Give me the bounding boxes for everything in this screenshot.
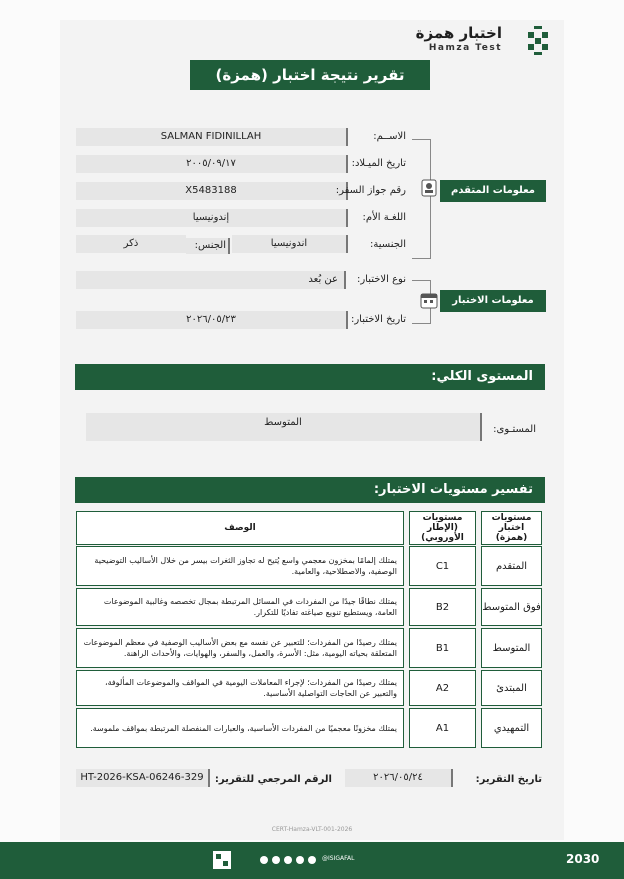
level-description: يمتلك رصيدًا من المفردات؛ لإجراء المعاملات اليومية في المواقف والموضوعات المألوفة، والتعبير عن الحاجات التواصلية الأساسية. bbox=[76, 670, 404, 706]
header-hamza: مستويات اختبار (همزة) bbox=[481, 511, 542, 545]
applicant-dob-label: تاريخ الميـلاد: bbox=[351, 158, 406, 169]
calendar-icon bbox=[419, 290, 439, 310]
brand-name-ar: اختبار همزة bbox=[415, 24, 502, 42]
overall-level-label: المستـوى: bbox=[493, 424, 536, 435]
applicant-gender-label: الجنس: bbox=[186, 238, 230, 254]
hamza-logo-icon bbox=[522, 24, 554, 58]
level-cefr: C1 bbox=[409, 546, 476, 586]
report-ref-label: الرقم المرجعي للتقرير: bbox=[214, 774, 332, 785]
level-cefr: B1 bbox=[409, 628, 476, 668]
level-description: يمتلك مخزونًا معجميًا من المفردات الأساسية، والعبارات المنفصلة المرتبطة بمواقف ملموسة. bbox=[76, 708, 404, 748]
applicant-dob-value: ٢٠٠٥/٠٩/١٧ bbox=[76, 155, 348, 173]
exam-date-label: تاريخ الاختبار: bbox=[350, 314, 406, 325]
footer-bar bbox=[0, 842, 624, 879]
level-description: يمتلك نطاقًا جيدًا من المفردات في المسائل المرتبطة بمجال تخصصه وغالبية الموضوعات العامة، ويستطيع تنويع صياغته تفاديًا للتكرار. bbox=[76, 588, 404, 626]
applicant-bracket bbox=[412, 139, 431, 259]
applicant-name-value: SALMAN FIDINILLAH bbox=[76, 128, 348, 146]
report-date-value: ٢٠٢٦/٠٥/٢٤ bbox=[345, 769, 453, 787]
header-desc: الوصف bbox=[76, 511, 404, 545]
level-description: يمتلك رصيدًا من المفردات؛ للتعبير عن نفسه مع بعض الأساليب الوصفية في معظم الموضوعات المتعلقة بحياته اليومية، مثل: الأسرة، والعمل، والسفر، والهوايات، والأحداث الراهنة. bbox=[76, 628, 404, 668]
applicant-nationality-value: اندونيسيا bbox=[232, 235, 348, 253]
report-ref-value: HT-2026-KSA-06246-329 bbox=[76, 769, 210, 787]
qr-code-icon bbox=[212, 850, 232, 870]
applicant-gender-value: ذكر bbox=[76, 235, 186, 253]
overall-level-value: المتوسط bbox=[86, 413, 482, 441]
exam-type-label: نوع الاختبار: bbox=[356, 274, 406, 285]
brand-logo bbox=[414, 24, 554, 60]
level-name: المتقدم bbox=[481, 546, 542, 586]
certificate-code: CERT-Hamza-VLT-001-2026 bbox=[271, 826, 353, 833]
report-date-label: تاريخ التقرير: bbox=[475, 774, 542, 785]
level-name: التمهيدي bbox=[481, 708, 542, 748]
level-cefr: B2 bbox=[409, 588, 476, 626]
applicant-passport-value: X5483188 bbox=[76, 182, 348, 200]
exam-type-value: عن بُعد bbox=[76, 271, 346, 289]
overall-level-header: المستوى الكلي: bbox=[75, 364, 545, 390]
level-name: المبتدئ bbox=[481, 670, 542, 706]
applicant-mother-tongue-label: اللغـة الأم: bbox=[362, 212, 406, 223]
level-name: المتوسط bbox=[481, 628, 542, 668]
applicant-name-label: الاســم: bbox=[373, 131, 406, 142]
applicant-mother-tongue-value: إندونيسيا bbox=[76, 209, 348, 227]
level-cefr: A2 bbox=[409, 670, 476, 706]
vision-2030-logo: 2030 bbox=[566, 852, 600, 866]
applicant-nationality-label: الجنسية: bbox=[370, 239, 406, 250]
social-icons bbox=[258, 854, 318, 866]
level-cefr: A1 bbox=[409, 708, 476, 748]
report-title: تقرير نتيجة اختبار (همزة) bbox=[190, 60, 430, 90]
brand-name-en: Hamza Test bbox=[428, 43, 502, 53]
levels-header: تفسير مستويات الاختبار: bbox=[75, 477, 545, 503]
exam-section-label: معلومات الاختبار bbox=[440, 290, 546, 312]
footer-handle: @ISIGAFAL bbox=[322, 855, 355, 862]
level-description: يمتلك إلمامًا بمخزون معجمي واسع يُتيح له تجاوز الثغرات بيسر من خلال الأساليب التوضيحية الوصفية، والاصطلاحية، والعامية. bbox=[76, 546, 404, 586]
applicant-section-label: معلومات المتقدم bbox=[440, 180, 546, 202]
level-name: فوق المتوسط bbox=[481, 588, 542, 626]
exam-date-value: ٢٠٢٦/٠٥/٢٣ bbox=[76, 311, 348, 329]
applicant-passport-label: رقم جواز السفر: bbox=[335, 185, 406, 196]
id-card-icon bbox=[419, 178, 439, 198]
header-cefr: مستويات (الإطار الأوروبي) bbox=[409, 511, 476, 545]
